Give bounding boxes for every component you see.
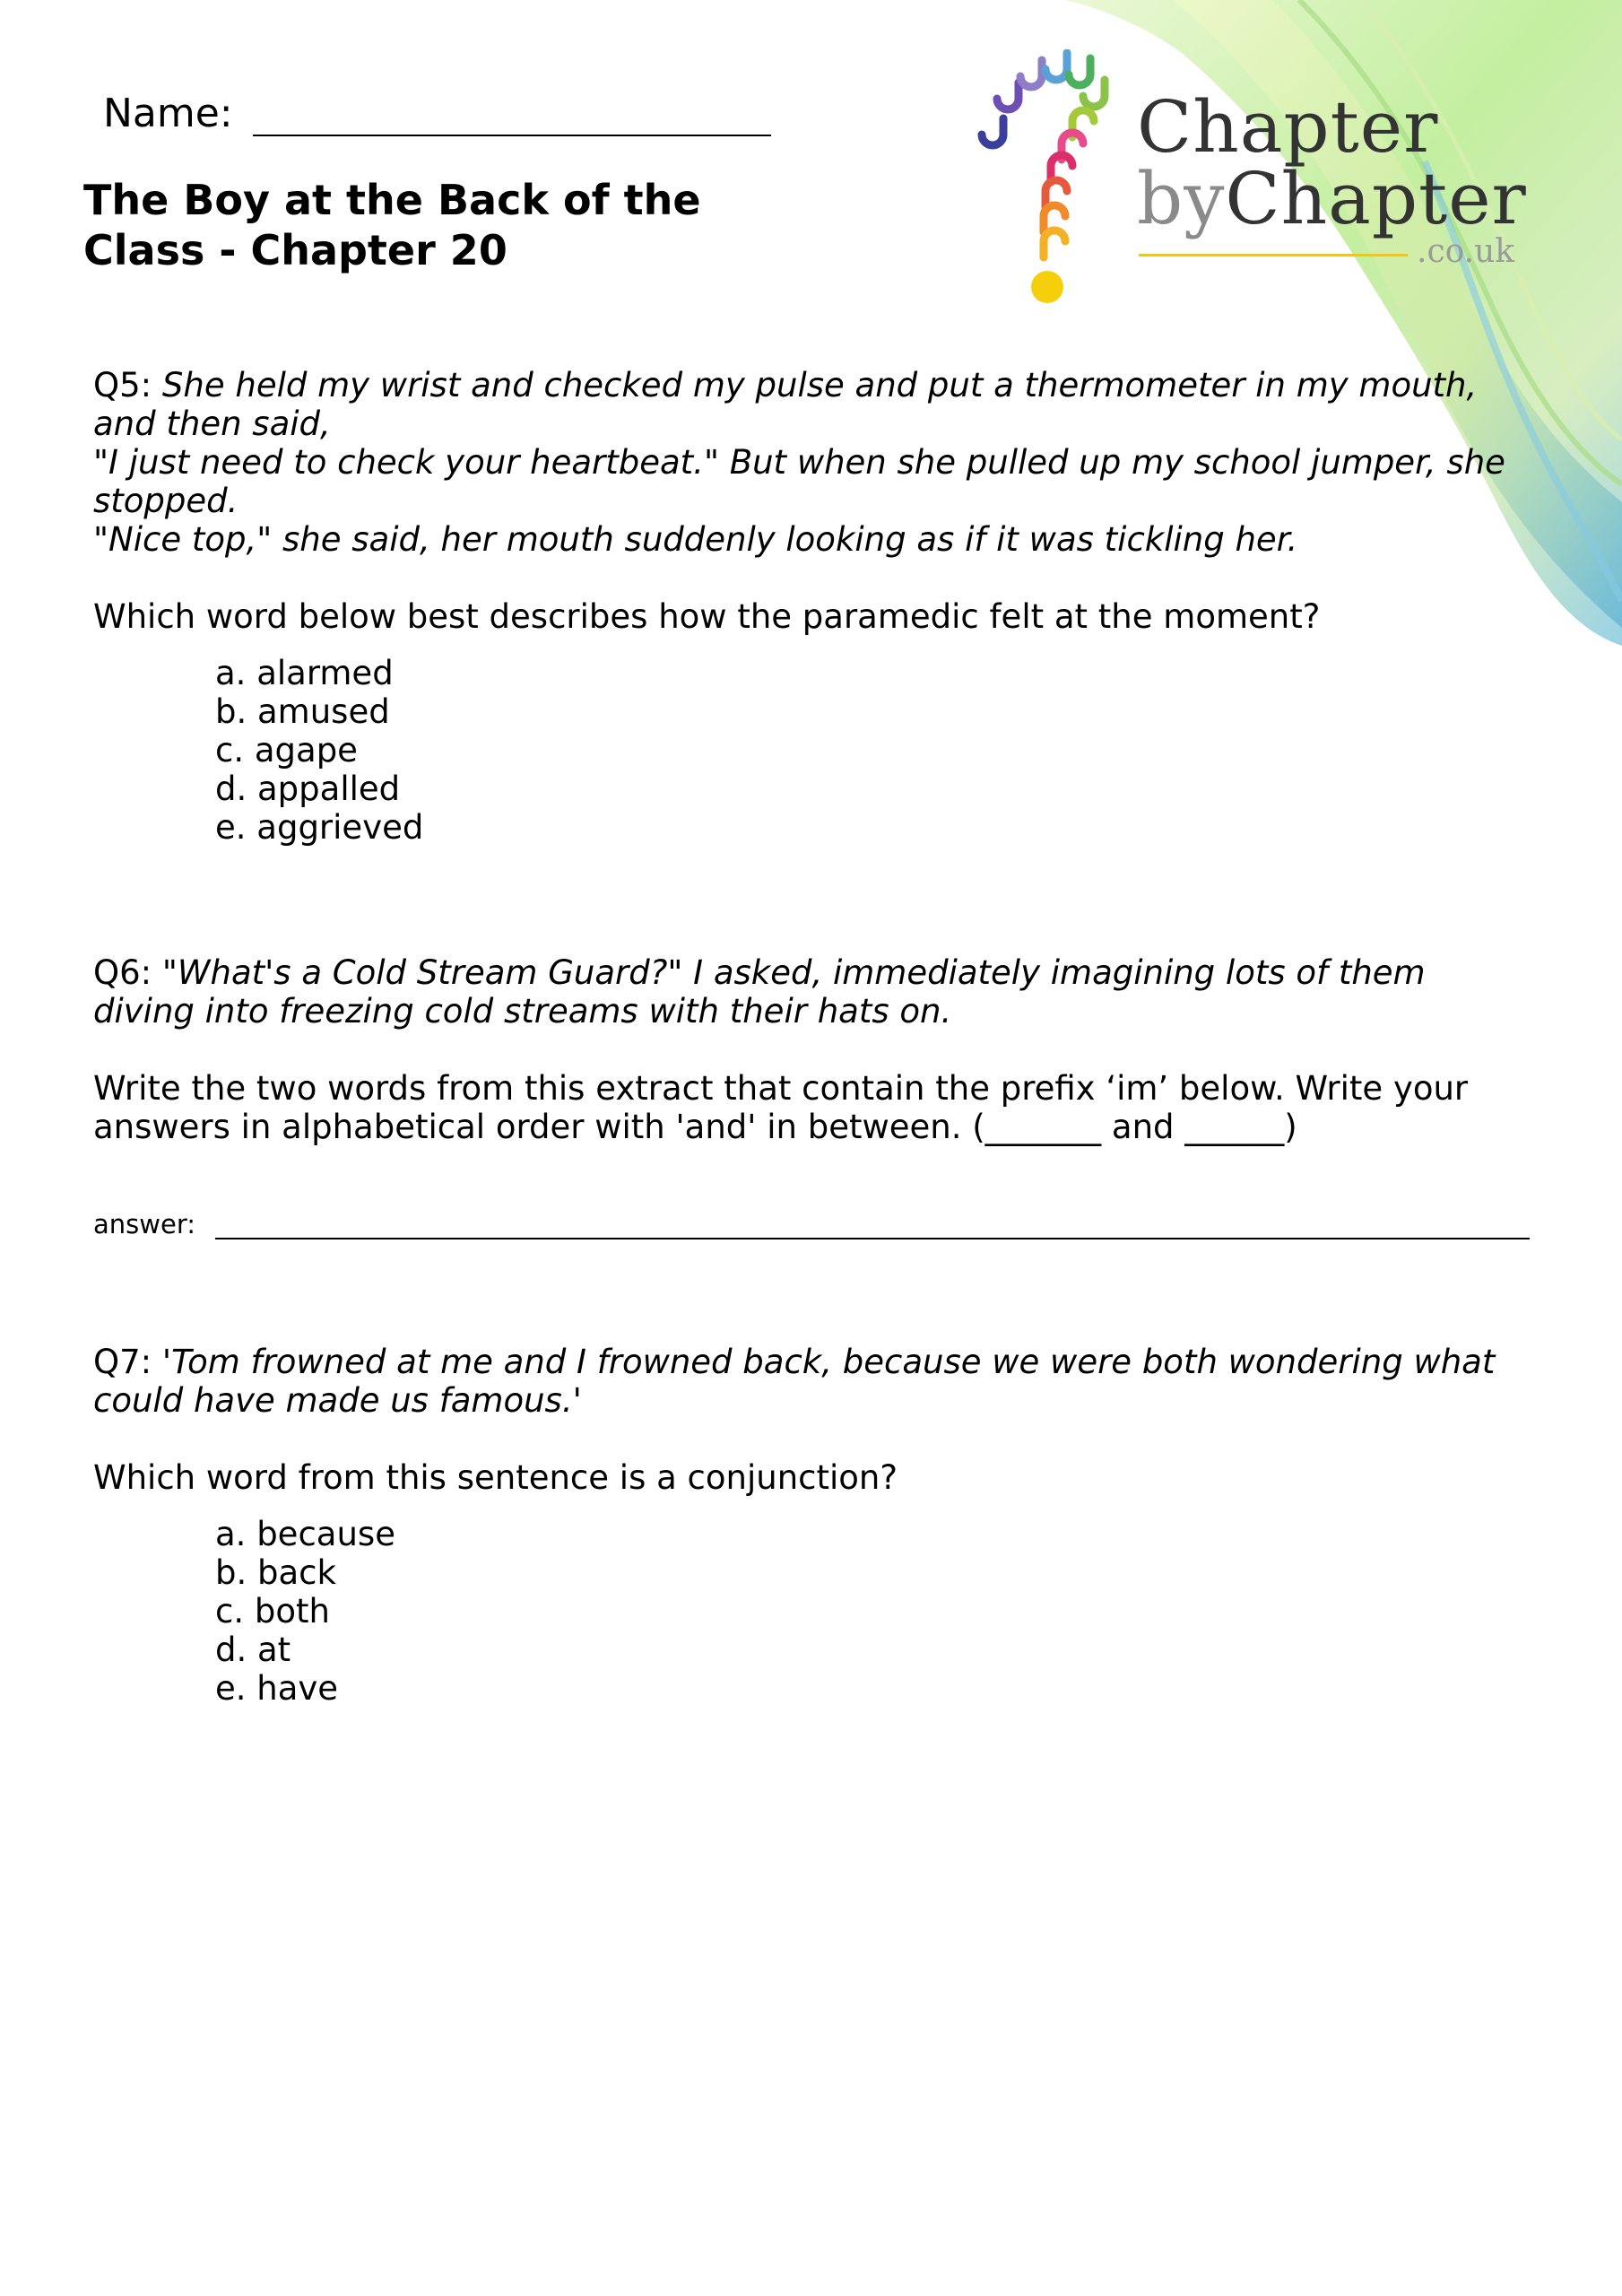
chapter-by-chapter-logo xyxy=(968,49,1542,318)
logo-text-chapter-2: Chapter xyxy=(1225,157,1527,240)
answer-field[interactable] xyxy=(93,1209,1530,1239)
question-quote-line: "I just need to check your heartbeat." But when she pulled up my school jumper, she stopped. xyxy=(93,443,1505,520)
question-number: Q5: xyxy=(93,366,152,404)
question-quote-line: She held my wrist and checked my pulse and put a thermometer in my mouth, and then said, xyxy=(93,366,1478,443)
option-a[interactable]: a. alarmed xyxy=(215,654,394,692)
logo-underline xyxy=(1139,254,1408,257)
question-prompt: Which word from this sentence is a conjunction? xyxy=(93,1458,898,1497)
question-6 xyxy=(93,953,1537,1146)
option-d[interactable]: d. at xyxy=(215,1631,291,1669)
answer-options xyxy=(215,654,1537,847)
question-quote: 'Tom frowned at me and I frowned back, because we were both wondering what could have made us famous.' xyxy=(93,1343,1496,1420)
question-7 xyxy=(93,1343,1537,1708)
option-b[interactable]: b. back xyxy=(215,1553,336,1592)
option-a[interactable]: a. because xyxy=(215,1515,395,1553)
answer-label: answer: xyxy=(93,1209,196,1239)
option-d[interactable]: d. appalled xyxy=(215,770,401,808)
option-e[interactable]: e. aggrieved xyxy=(215,808,424,847)
logo-text-chapter: Chapter xyxy=(1137,85,1439,169)
option-e[interactable]: e. have xyxy=(215,1669,339,1708)
option-c[interactable]: c. agape xyxy=(215,731,358,770)
question-prompt: Which word below best describes how the paramedic felt at the moment? xyxy=(93,597,1321,636)
book-question-mark-icon xyxy=(968,49,1121,318)
logo-domain: .co.uk xyxy=(1417,233,1515,270)
worksheet-title: The Boy at the Back of the Class - Chapter 20 xyxy=(83,176,701,274)
question-number: Q6: xyxy=(93,953,152,992)
logo-text-by: by xyxy=(1137,157,1226,240)
answer-blank-line[interactable] xyxy=(215,1214,1530,1239)
question-5 xyxy=(93,366,1537,847)
name-field[interactable] xyxy=(103,90,771,136)
name-blank-line[interactable] xyxy=(253,90,771,136)
question-quote: "What's a Cold Stream Guard?" I asked, immediately imagining lots of them diving into freezing cold streams with their hats on. xyxy=(93,953,1426,1031)
option-c[interactable]: c. both xyxy=(215,1592,330,1631)
logo-text-by-chapter xyxy=(1137,157,1527,240)
name-label: Name: xyxy=(103,91,233,136)
question-quote-line: "Nice top," she said, her mouth suddenly looking as if it was tickling her. xyxy=(93,520,1298,559)
question-number: Q7: xyxy=(93,1343,152,1381)
question-prompt: Write the two words from this extract that contain the prefix ‘im’ below. Write your answers in alphabetical order with 'and' in between. (_______ and ______) xyxy=(93,1069,1469,1146)
answer-options xyxy=(215,1515,1537,1708)
option-b[interactable]: b. amused xyxy=(215,692,390,731)
